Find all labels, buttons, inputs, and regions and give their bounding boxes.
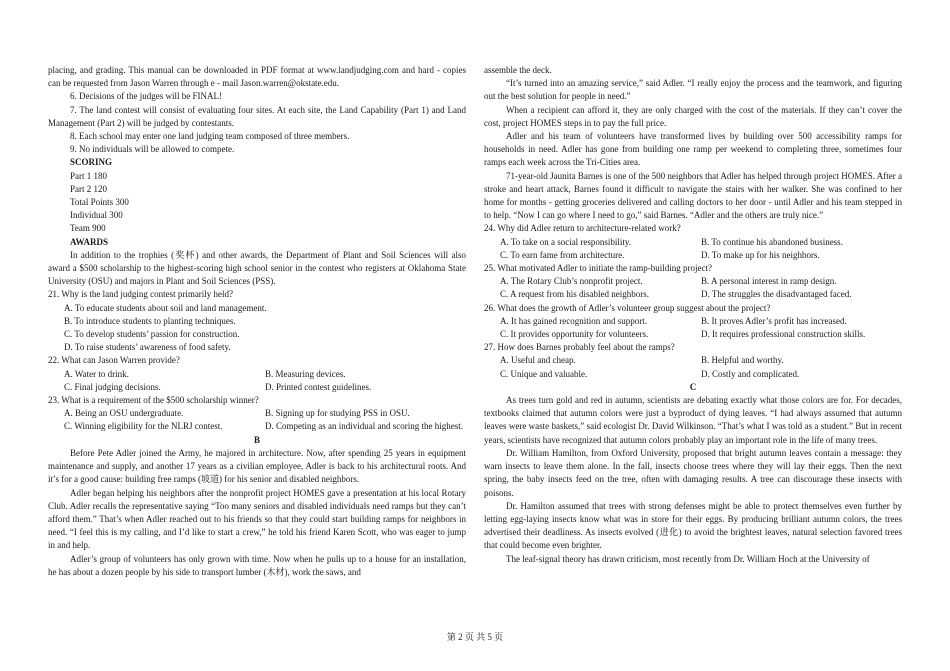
passage-b-paragraph: When a recipient can afford it, they are only charged with the cost of the materials. If they can’t cover the cost, project HOMES steps in to pay the full price. bbox=[484, 104, 902, 128]
scoring-line: Team 900 bbox=[70, 223, 106, 234]
option: D. The struggles the disadvantaged faced. bbox=[701, 289, 852, 300]
scoring-heading: SCORING bbox=[70, 157, 113, 168]
option: C. Winning eligibility for the NLRJ contest. bbox=[64, 421, 223, 432]
scoring-line: Total Points 300 bbox=[70, 197, 129, 208]
option: A. Water to drink. bbox=[64, 368, 129, 379]
passage-c-paragraph: The leaf-signal theory has drawn criticism, most recently from Dr. William Hoch at the University of bbox=[506, 553, 870, 564]
question-26: 26. What does the growth of Adler’s volunteer group suggest about the project? bbox=[484, 302, 771, 313]
question-25-options bbox=[484, 275, 902, 301]
option: D. To make up for his neighbors. bbox=[701, 249, 820, 260]
question-27-options bbox=[484, 354, 902, 380]
option: B. To introduce students to planting techniques. bbox=[64, 315, 236, 326]
awards-heading: AWARDS bbox=[70, 236, 109, 247]
scoring-line: Part 1 180 bbox=[70, 170, 107, 181]
passage-b-paragraph: Adler and his team of volunteers have transformed lives by building over 500 accessibility ramps for households in need. Adler has gone from building one ramp per weekend to completing three, sometimes four ramps each week across the Tri-Cities area. bbox=[484, 131, 902, 168]
question-24-options bbox=[484, 236, 902, 262]
option: B. It proves Adler’s profit has increased. bbox=[701, 315, 847, 326]
passage-c-paragraph: As trees turn gold and red in autumn, scientists are debating exactly what those colors are for. For decades, textbooks claimed that autumn colors were just a byproduct of dying leaves. “I had always assumed that autumn leaves were waste baskets,” said ecologist Dr. David Wilkinson. “That’s what I was told as a student.” But in recent years, scientists have recognized that autumn colors probably play an important role in the life of many trees. bbox=[484, 395, 902, 445]
option: A. To take on a social responsibility. bbox=[500, 236, 632, 247]
option: C. Final judging decisions. bbox=[64, 381, 161, 392]
question-21-options bbox=[48, 302, 466, 355]
passage-b-continuation: assemble the deck. bbox=[484, 65, 552, 75]
option: D. Competing as an individual and scoring the highest. bbox=[265, 421, 463, 432]
option: B. Helpful and worthy. bbox=[701, 355, 784, 366]
rule-6: 6. Decisions of the judges will be FINAL! bbox=[70, 91, 222, 102]
section-c-heading: C bbox=[689, 381, 697, 392]
question-26-options bbox=[484, 315, 902, 341]
option: D. To raise students’ awareness of food safety. bbox=[64, 342, 231, 353]
option: B. To continue his abandoned business. bbox=[701, 236, 843, 247]
section-b-heading: B bbox=[253, 434, 260, 445]
question-23: 23. What is a requirement of the $500 scholarship winner? bbox=[48, 395, 259, 406]
passage-b-paragraph: Before Pete Adler joined the Army, he majored in architecture. Now, after spending 25 years in equipment maintenance and supply, and another 17 years as a civilian employee, Adler is back to his architectural roots. And it’s for a good cause: building free ramps (坡道) for his senior and disabled neighbors. bbox=[48, 447, 466, 485]
passage-c-paragraph: Dr. William Hamilton, from Oxford University, proposed that bright autumn leaves contain a message: they warn insects to leave them alone. In the fall, insects choose trees where they will lay their eggs. Then the next spring, the baby insects feed on the tree, often with damaging results. A tree can discourage these insects with poisons. bbox=[484, 447, 902, 498]
passage-b-paragraph: 71-year-old Jaunita Barnes is one of the 500 neighbors that Adler has helped through project HOMES. After a stroke and heart attack, Barnes found it difficult to navigate the stairs with her walker. She was confined to her home for months - getting groceries delivered and calling doctors to her door - until Adler and his team stepped in to help. “Now I can go where I need to go,” said Barnes. “Adler and the others are truly nice.” bbox=[484, 170, 902, 221]
option: D. Printed contest guidelines. bbox=[265, 381, 372, 392]
page-number: 第 2 页 共 5 页 bbox=[446, 632, 504, 642]
option: B. Measuring devices. bbox=[265, 368, 346, 379]
question-22: 22. What can Jason Warren provide? bbox=[48, 355, 180, 366]
question-25: 25. What motivated Adler to initiate the ramp-building project? bbox=[484, 263, 713, 274]
option: B. Signing up for studying PSS in OSU. bbox=[265, 408, 410, 419]
question-23-options bbox=[48, 407, 466, 433]
question-21: 21. Why is the land judging contest primarily held? bbox=[48, 289, 234, 300]
option: A. Useful and cheap. bbox=[500, 355, 576, 366]
question-27: 27. How does Barnes probably feel about the ramps? bbox=[484, 342, 675, 353]
option: A. The Rotary Club’s nonprofit project. bbox=[500, 276, 643, 287]
option: C. A request from his disabled neighbors. bbox=[500, 289, 649, 300]
awards-text: In addition to the trophies (奖杯) and other awards, the Department of Plant and Soil Sciences will also award a $500 scholarship to the highest-scoring high school senior in the contest who registers at Oklahoma State University (OSU) and majors in Plant and Soil Sciences (PSS). bbox=[48, 249, 466, 287]
option: C. To develop students’ passion for construction. bbox=[64, 329, 240, 340]
question-22-options bbox=[48, 368, 466, 394]
option: C. Unique and valuable. bbox=[500, 368, 588, 379]
rule-7: 7. The land contest will consist of evaluating four sites. At each site, the Land Capability (Part 1) and Land Management (Part 2) will be judged by contestants. bbox=[48, 104, 466, 128]
option: D. It requires professional construction skills. bbox=[701, 329, 866, 340]
right-column bbox=[484, 64, 902, 566]
option: B. A personal interest in ramp design. bbox=[701, 276, 837, 287]
question-24: 24. Why did Adler return to architecture-related work? bbox=[484, 223, 681, 234]
option: C. To earn fame from architecture. bbox=[500, 249, 625, 260]
option: C. It provides opportunity for volunteers. bbox=[500, 329, 649, 340]
option: A. It has gained recognition and support. bbox=[500, 315, 647, 326]
option: A. To educate students about soil and land management. bbox=[64, 302, 267, 313]
left-column bbox=[48, 64, 466, 579]
rule-9: 9. No individuals will be allowed to compete. bbox=[70, 144, 235, 155]
passage-b-paragraph: Adler’s group of volunteers has only grown with time. Now when he pulls up to a house for an installation, he has about a dozen people by his side to transport lumber (木材), work the saws, and bbox=[48, 553, 466, 577]
option: A. Being an OSU undergraduate. bbox=[64, 408, 184, 419]
scoring-line: Individual 300 bbox=[70, 210, 123, 221]
passage-b-paragraph: “It’s turned into an amazing service,” said Adler. “I really enjoy the process and the teamwork, and figuring out the best solution for people in need.” bbox=[484, 78, 902, 102]
option: D. Costly and complicated. bbox=[701, 368, 800, 379]
passage-b-paragraph: Adler began helping his neighbors after the nonprofit project HOMES gave a presentation at his local Rotary Club. Adler recalls the representative saying “Too many seniors and disabled individuals need ramps but they can’t afford them.” That’s when Adler reached out to his friends so that they could start building ramps for neighbors in need. “I feel this is my calling, and I’d like to start a crew,” he told his friend Karen Scott, who was eager to jump in and help. bbox=[48, 487, 466, 551]
rule-8: 8. Each school may enter one land judging team composed of three members. bbox=[70, 131, 350, 142]
scoring-line: Part 2 120 bbox=[70, 183, 107, 194]
passage-c-paragraph: Dr. Hamilton assumed that trees with strong defenses might be able to protect themselves even further by letting egg-laying insects know what was in store for their eggs. By producing brilliant autumn colors, the trees advertised their deadliness. As insects evolved (进化) to avoid the brightest leaves, natural selection favored trees that could become even brighter. bbox=[484, 500, 902, 551]
intro-text: placing, and grading. This manual can be downloaded in PDF format at www.landjudging.com and hard - copies can be requested from Jason Warren through e - mail Jason.warren@okstate.edu. bbox=[48, 65, 466, 89]
